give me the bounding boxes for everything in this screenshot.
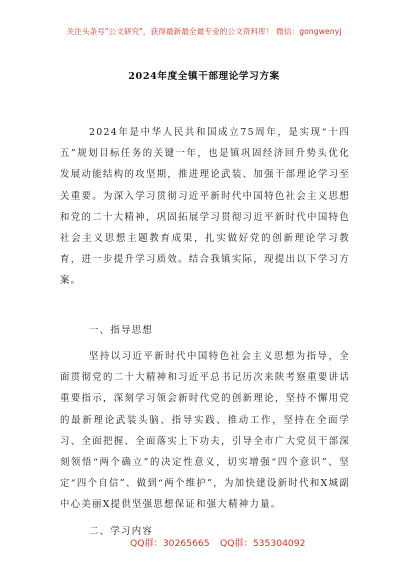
guiding-ideology-paragraph: 坚持以习近平新时代中国特色社会主义思想为指导，全面贯彻党的二十大精神和习近平总书记历次来陕考察重要讲话重要指示，深刻学习领会新时代党的创新理论，坚持不懈用党的最新理论武装头脑、指导实践、推动工作，坚持在全面学习、全面把握、全面落实上下功夫，引导全市广大党员干部深刻领悟“两个确立”的决定性意义，切实增强“四个意识”、坚定“四个自信”、做到“两个维护”，为加快建设新时代和X城副中心美丽X提供坚强思想保证和强大精神力量。 (60, 351, 350, 511)
qq-group-left: QQ群：30265665 (130, 538, 210, 549)
document-title: 2024年度全镇干部理论学习方案 (128, 71, 280, 82)
section-heading-study-content: 二、学习内容 (89, 526, 154, 537)
section-heading-guiding-ideology: 一、指导思想 (89, 325, 154, 336)
top-banner: 关注头条号"公文研究"，获得最新最全最专业的公文资料库！ 微信：gongwenyj (66, 27, 342, 36)
intro-paragraph: 2024年是中华人民共和国成立75周年，是实现“十四五”规划目标任务的关键一年，也是镇巩固经济回升势头优化发展动能结构的攻坚期，推进理论武装、加强干部理论学习至关重要。为深入学习贯彻习近平新时代中国特色社会主义思想和党的二十大精神，巩固拓展学习贯彻习近平新时代中国特色社会主义思想主题教育成果，扎实做好党的创新理论学习教育，进一步提升学习质效。结合我镇实际，现提出以下学习方案。 (60, 127, 350, 287)
qq-group-right: QQ群：535304092 (220, 538, 306, 549)
